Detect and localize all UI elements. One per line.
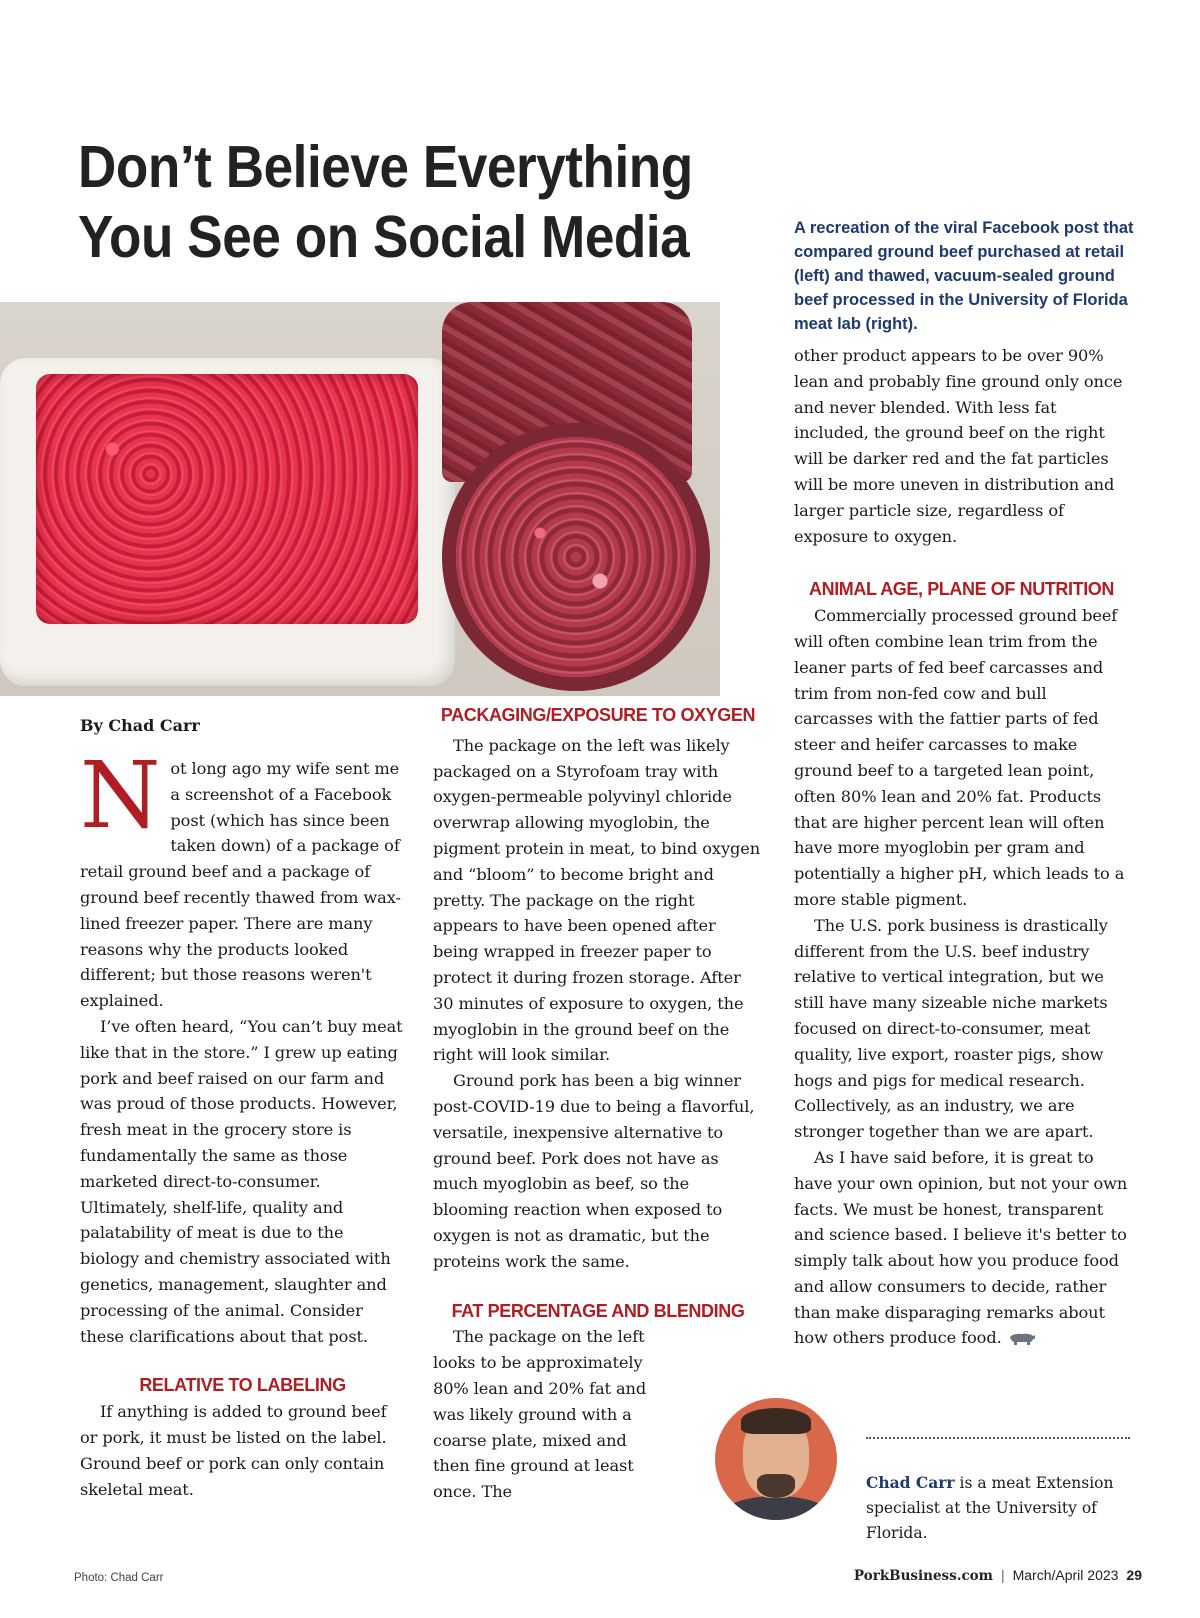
drop-cap: N <box>80 742 161 849</box>
section-heading-animal-age: ANIMAL AGE, PLANE OF NUTRITION <box>809 579 1114 600</box>
photo-credit: Photo: Chad Carr <box>74 1572 164 1584</box>
labeling-paragraph: If anything is added to ground beef or pork, it must be listed on the label. Ground beef or pork can only contain skeletal meat. <box>80 1402 387 1499</box>
packaging-paragraph-1: The package on the left was likely packaged on a Styrofoam tray with oxygen-permeable polyvinyl chloride overwrap allowing myoglobin, the pigment protein in meat, to bind oxygen and “bloom” to become bright and pretty. The package on the right appears to have been opened after being wrapped in freezer paper to protect it during frozen storage. After 30 minutes of exposure to oxygen, the myoglobin in the ground beef on the right will look similar. <box>433 735 761 1065</box>
column-2 <box>433 703 763 1505</box>
intro-paragraph-2: I’ve often heard, “You can’t buy meat like that in the store.” I grew up eating pork and beef raised on our farm and was proud of those products. However, fresh meat in the grocery store is fundamentally the same as those marketed direct-to-consumer. Ultimately, shelf-life, quality and palatability of meat is due to the biology and chemistry associated with genetics, management, slaughter and processing of the animal. Consider these clarifications about that post. <box>80 1016 403 1346</box>
ground-beef-photo <box>0 302 720 696</box>
title-line-1: Don’t Believe Everything <box>78 134 693 200</box>
footer-separator: | <box>1000 1567 1005 1583</box>
title-line-2: You See on Social Media <box>78 204 690 270</box>
animal-age-paragraph-3-text: As I have said before, it is great to have your own opinion, but not your own facts. We must be honest, transparent and science based. I believe it's better to simply talk about how you produce food and allow consumers to decide, rather than make disparaging remarks about how others produce food. <box>794 1147 1128 1348</box>
section-heading-fat: FAT PERCENTAGE AND BLENDING <box>451 1300 745 1321</box>
bio-divider <box>866 1437 1130 1439</box>
footer-site: PorkBusiness.com <box>853 1568 993 1584</box>
section-heading-labeling: RELATIVE TO LABELING <box>139 1375 346 1396</box>
column-1 <box>80 742 405 1502</box>
article-title <box>78 132 693 272</box>
column-3 <box>794 343 1129 1351</box>
fat-paragraph-continued: other product appears to be over 90% lean and probably fine ground only once and never blended. With less fat included, the ground beef on the right will be darker red and the fat particles will be more uneven in distribution and larger particle size, regardless of exposure to oxygen. <box>794 346 1123 546</box>
byline: By Chad Carr <box>80 716 200 735</box>
intro-paragraph-1-text: ot long ago my wife sent me a screenshot of a Facebook post (which has since been taken down) of a package of retail ground beef and a package of ground beef recently thawed from wax-lined freezer paper. There are many reasons why the products looked different; but those reasons weren't explained. <box>80 759 401 1011</box>
pig-icon <box>1008 1332 1036 1346</box>
intro-paragraph-1 <box>80 742 405 1014</box>
author-photo <box>715 1398 837 1520</box>
author-bio <box>866 1470 1146 1546</box>
author-photo-shirt <box>721 1496 831 1520</box>
photo-caption: A recreation of the viral Facebook post that compared ground beef purchased at retail (left) and thawed, vacuum-sealed ground beef processed in the University of Florida meat lab (right). <box>794 219 1134 333</box>
author-photo-beard <box>757 1474 795 1498</box>
page-footer <box>854 1567 1142 1584</box>
packaging-paragraph-2: Ground pork has been a big winner post-COVID-19 due to being a flavorful, versatile, inexpensive alternative to ground beef. Pork does not have as much myoglobin as beef, so the blooming reaction when exposed to oxygen is not as dramatic, but the proteins work the same. <box>433 1071 755 1271</box>
author-bio-text: is a meat Extension specialist at the University of Florida. <box>866 1474 1114 1542</box>
animal-age-paragraph-3 <box>794 1145 1129 1351</box>
animal-age-paragraph-2: The U.S. pork business is drastically different from the U.S. beef industry relative to vertical integration, but we still have many sizeable niche markets focused on direct-to-consumer, meat quality, live export, roaster pigs, show hogs and pigs for medical research. Collectively, as an industry, we are stronger together than we are apart. <box>794 915 1108 1142</box>
footer-issue: March/April 2023 <box>1012 1567 1119 1583</box>
fat-paragraph-1: The package on the left looks to be approximately 80% lean and 20% fat and was likely ground with a coarse plate, mixed and then fine ground at least once. The <box>433 1327 647 1502</box>
vacuum-sealed-beef-cut-face <box>456 437 696 677</box>
section-heading-packaging: PACKAGING/EXPOSURE TO OXYGEN <box>440 705 756 725</box>
author-photo-hair <box>741 1408 811 1434</box>
animal-age-paragraph-1: Commercially processed ground beef will often combine lean trim from the leaner parts of fed beef carcasses and trim from non-fed cow and bull carcasses with the fattier parts of fed steer and heifer carcasses to make ground beef to a targeted lean point, often 80% lean and 20% fat. Products that are higher percent lean will often have more myoglobin per gram and potentially a higher pH, which leads to a more stable pigment. <box>794 606 1125 909</box>
page-number: 29 <box>1126 1567 1142 1583</box>
author-bio-name: Chad Carr <box>866 1473 955 1492</box>
retail-ground-beef <box>36 374 418 624</box>
